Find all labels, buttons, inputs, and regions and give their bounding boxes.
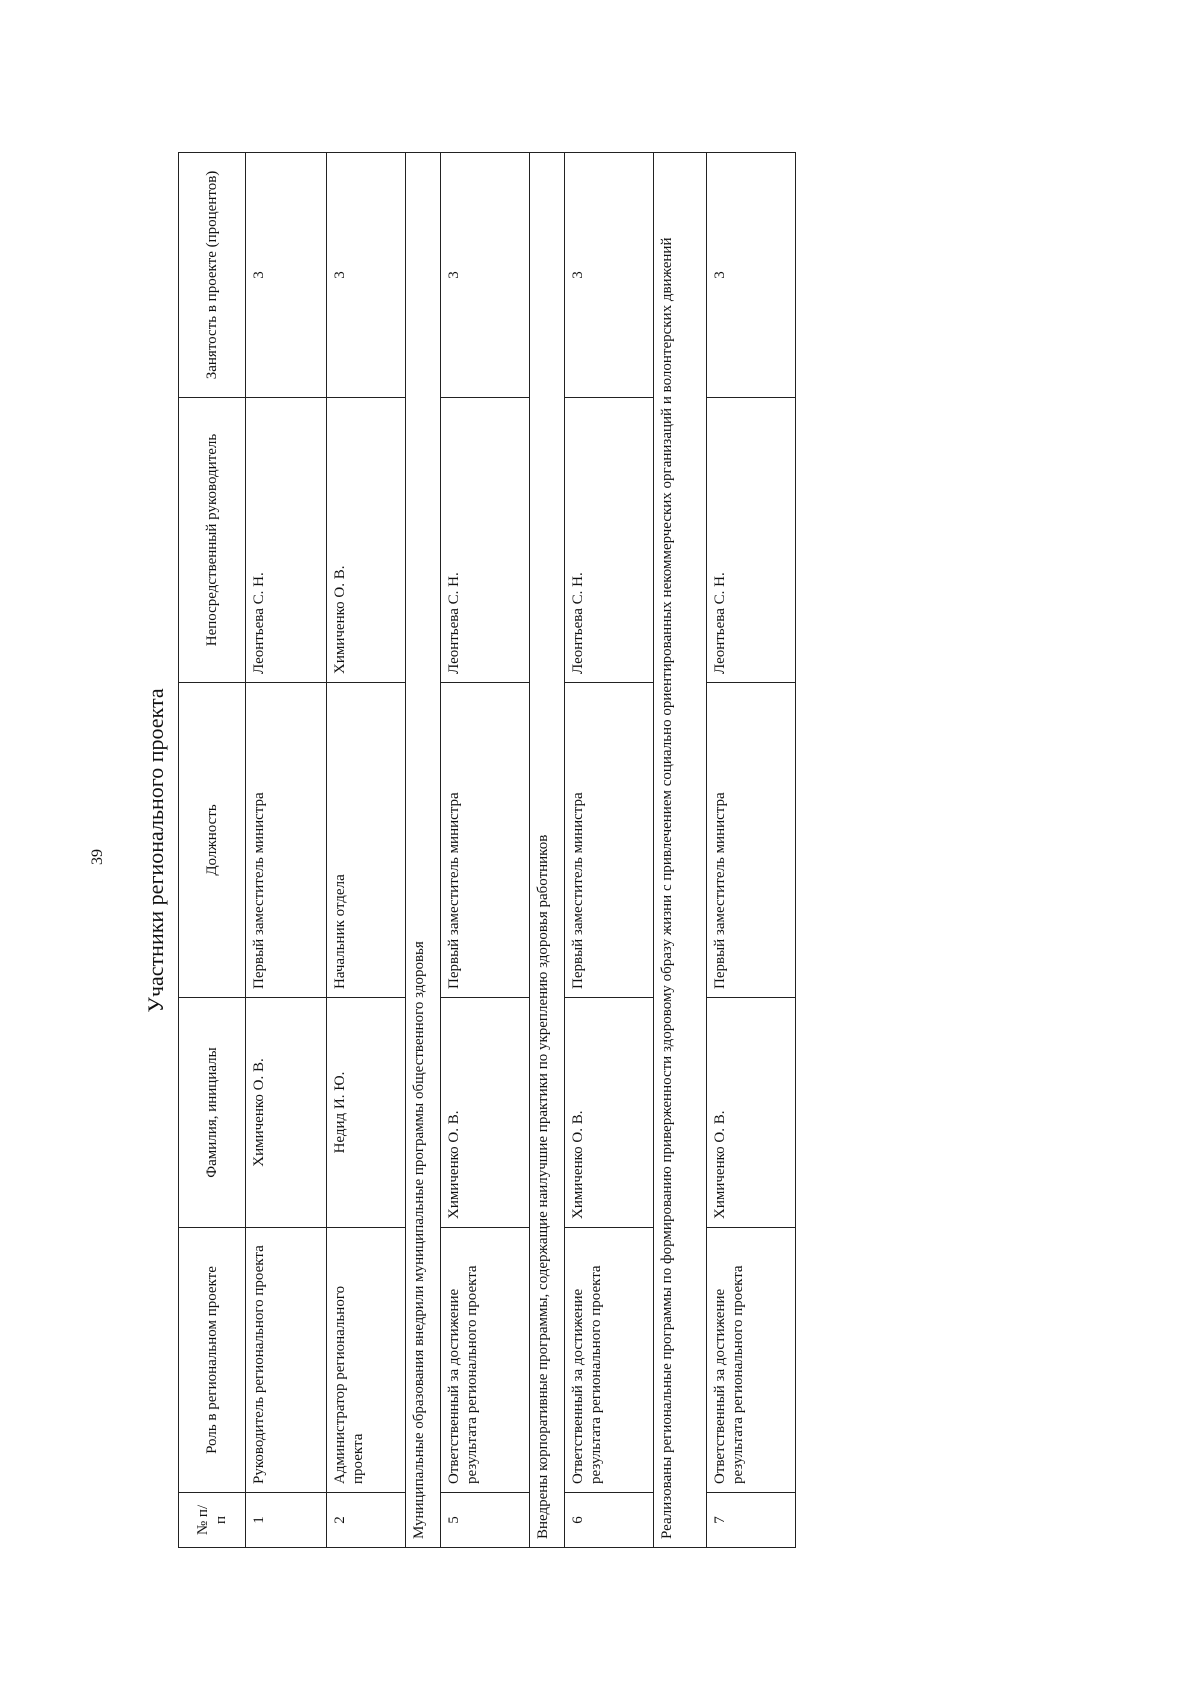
cell-manager: Леонтьева С. Н. bbox=[246, 398, 327, 683]
table-row bbox=[327, 153, 406, 1548]
cell-employment: 3 bbox=[246, 153, 327, 398]
cell-position: Первый заместитель министра bbox=[246, 683, 327, 998]
cell-role: Руководитель регионального проекта bbox=[246, 1228, 327, 1493]
page-title: Участники регионального проекта bbox=[143, 688, 168, 1013]
cell-position: Первый заместитель министра bbox=[707, 683, 796, 998]
header-name: Фамилия, инициалы bbox=[179, 998, 246, 1228]
cell-manager: Леонтьева С. Н. bbox=[441, 398, 530, 683]
cell-manager: Химиченко О. В. bbox=[327, 398, 406, 683]
cell-position: Первый заместитель министра bbox=[441, 683, 530, 998]
cell-position: Первый заместитель министра bbox=[565, 683, 654, 998]
table-row bbox=[565, 153, 654, 1548]
header-position: Должность bbox=[179, 683, 246, 998]
section-title: Реализованы региональные программы по формированию приверженности здоровому образу жизни с привлечением социально ориентированных некоммерческих организаций и волонтерских движений bbox=[654, 153, 707, 1548]
table-row bbox=[246, 153, 327, 1548]
section-header-row bbox=[406, 153, 441, 1548]
header-manager: Непосредственный руководитель bbox=[179, 398, 246, 683]
cell-name: Недид И. Ю. bbox=[327, 998, 406, 1228]
page-number: 39 bbox=[89, 849, 106, 865]
section-title: Внедрены корпоративные программы, содержащие наилучшие практики по укреплению здоровья работников bbox=[530, 153, 565, 1548]
cell-name: Химиченко О. В. bbox=[246, 998, 327, 1228]
cell-name: Химиченко О. В. bbox=[565, 998, 654, 1228]
header-employment: Занятость в проекте (процентов) bbox=[179, 153, 246, 398]
cell-num: 7 bbox=[707, 1493, 796, 1548]
cell-name: Химиченко О. В. bbox=[441, 998, 530, 1228]
cell-employment: 3 bbox=[441, 153, 530, 398]
cell-role: Ответственный за достижение результата регионального проекта bbox=[441, 1228, 530, 1493]
section-header-row bbox=[654, 153, 707, 1548]
cell-employment: 3 bbox=[707, 153, 796, 398]
cell-role: Администратор регионального проекта bbox=[327, 1228, 406, 1493]
header-role: Роль в региональном проекте bbox=[179, 1228, 246, 1493]
cell-manager: Леонтьева С. Н. bbox=[707, 398, 796, 683]
cell-num: 1 bbox=[246, 1493, 327, 1548]
cell-employment: 3 bbox=[327, 153, 406, 398]
participants-table bbox=[178, 152, 796, 1548]
section-title: Муниципальные образования внедрили муниципальные программы общественного здоровья bbox=[406, 153, 441, 1548]
cell-num: 5 bbox=[441, 1493, 530, 1548]
cell-position: Начальник отдела bbox=[327, 683, 406, 998]
cell-role: Ответственный за достижение результата регионального проекта bbox=[565, 1228, 654, 1493]
table-row bbox=[707, 153, 796, 1548]
cell-manager: Леонтьева С. Н. bbox=[565, 398, 654, 683]
section-header-row bbox=[530, 153, 565, 1548]
table-header-row bbox=[179, 153, 246, 1548]
cell-num: 2 bbox=[327, 1493, 406, 1548]
cell-num: 6 bbox=[565, 1493, 654, 1548]
cell-role: Ответственный за достижение результата регионального проекта bbox=[707, 1228, 796, 1493]
cell-name: Химиченко О. В. bbox=[707, 998, 796, 1228]
header-num: № п/п bbox=[179, 1493, 246, 1548]
cell-employment: 3 bbox=[565, 153, 654, 398]
table-row bbox=[441, 153, 530, 1548]
rotated-content bbox=[140, 153, 796, 1548]
